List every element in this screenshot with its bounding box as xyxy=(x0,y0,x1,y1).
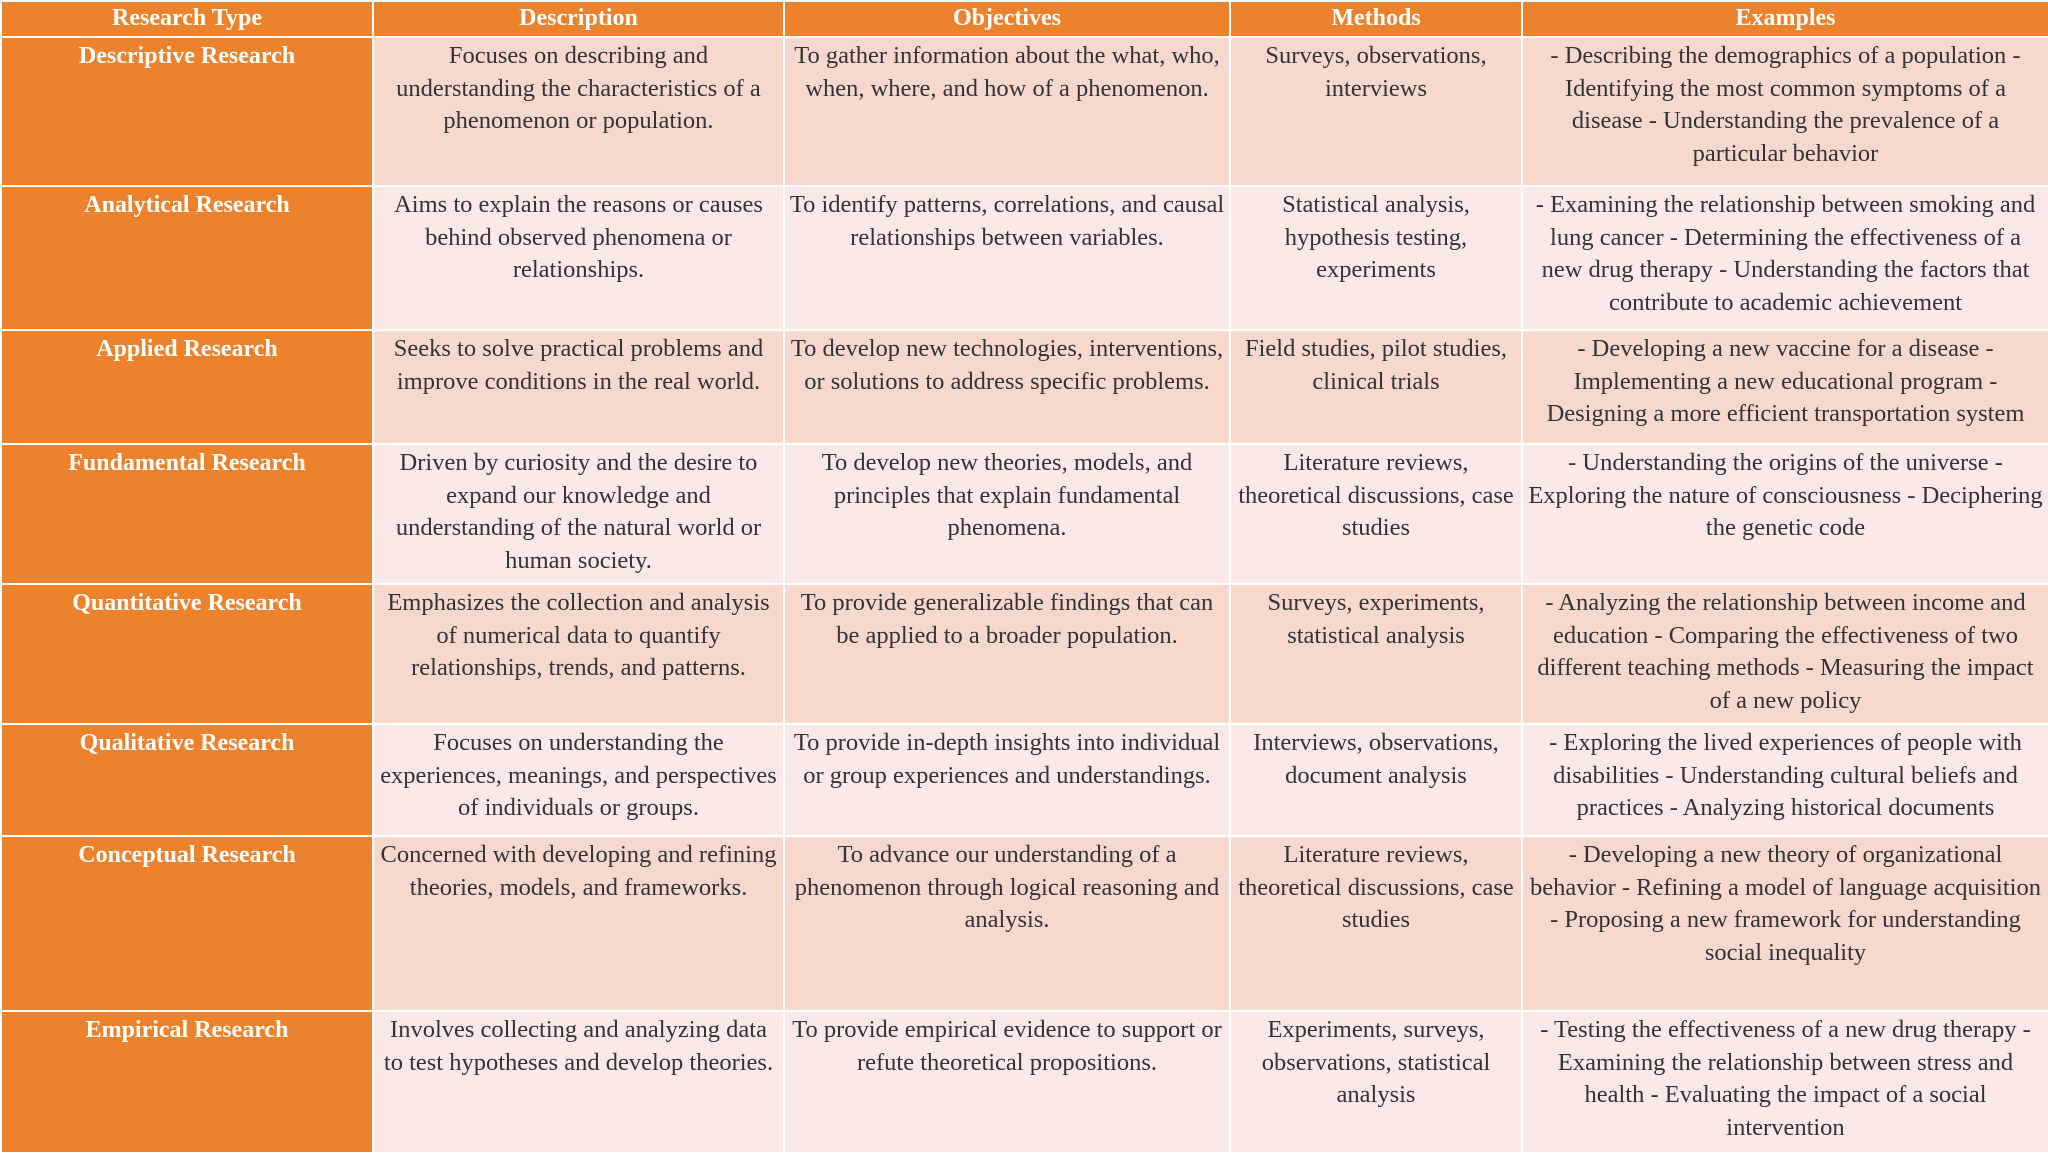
row-examples: - Exploring the lived experiences of people with disabilities - Understanding cultural beliefs and practices - Analyzing historical documents xyxy=(1522,724,2048,836)
row-description: Focuses on understanding the experiences, meanings, and perspectives of individuals or groups. xyxy=(373,724,784,836)
row-examples: - Understanding the origins of the universe - Exploring the nature of consciousness - Deciphering the genetic code xyxy=(1522,444,2048,584)
table-row xyxy=(1,584,2048,724)
row-objectives: To provide in-depth insights into individual or group experiences and understandings. xyxy=(784,724,1230,836)
row-description: Focuses on describing and understanding the characteristics of a phenomenon or population. xyxy=(373,37,784,186)
row-research-type: Empirical Research xyxy=(1,1011,373,1153)
row-objectives: To develop new theories, models, and principles that explain fundamental phenomena. xyxy=(784,444,1230,584)
table-row xyxy=(1,186,2048,330)
row-objectives: To provide empirical evidence to support or refute theoretical propositions. xyxy=(784,1011,1230,1153)
row-examples: - Developing a new vaccine for a disease - Implementing a new educational program - Designing a more efficient transportation system xyxy=(1522,330,2048,444)
row-objectives: To develop new technologies, interventions, or solutions to address specific problems. xyxy=(784,330,1230,444)
table-row xyxy=(1,37,2048,186)
row-description: Driven by curiosity and the desire to expand our knowledge and understanding of the natural world or human society. xyxy=(373,444,784,584)
table-row xyxy=(1,724,2048,836)
row-description: Concerned with developing and refining theories, models, and frameworks. xyxy=(373,836,784,1011)
table-header xyxy=(1,1,2048,37)
row-research-type: Fundamental Research xyxy=(1,444,373,584)
table-row xyxy=(1,444,2048,584)
header-methods: Methods xyxy=(1230,1,1522,37)
row-methods: Experiments, surveys, observations, statistical analysis xyxy=(1230,1011,1522,1153)
row-methods: Literature reviews, theoretical discussions, case studies xyxy=(1230,444,1522,584)
row-methods: Surveys, experiments, statistical analysis xyxy=(1230,584,1522,724)
row-research-type: Conceptual Research xyxy=(1,836,373,1011)
header-research-type: Research Type xyxy=(1,1,373,37)
row-methods: Statistical analysis, hypothesis testing, experiments xyxy=(1230,186,1522,330)
row-methods: Field studies, pilot studies, clinical trials xyxy=(1230,330,1522,444)
row-objectives: To gather information about the what, who, when, where, and how of a phenomenon. xyxy=(784,37,1230,186)
row-description: Aims to explain the reasons or causes behind observed phenomena or relationships. xyxy=(373,186,784,330)
row-research-type: Quantitative Research xyxy=(1,584,373,724)
header-examples: Examples xyxy=(1522,1,2048,37)
header-description: Description xyxy=(373,1,784,37)
row-research-type: Descriptive Research xyxy=(1,37,373,186)
row-examples: - Examining the relationship between smoking and lung cancer - Determining the effectiveness of a new drug therapy - Understanding the factors that contribute to academic achievement xyxy=(1522,186,2048,330)
row-methods: Literature reviews, theoretical discussions, case studies xyxy=(1230,836,1522,1011)
row-description: Seeks to solve practical problems and improve conditions in the real world. xyxy=(373,330,784,444)
row-description: Emphasizes the collection and analysis of numerical data to quantify relationships, trends, and patterns. xyxy=(373,584,784,724)
header-row xyxy=(1,1,2048,37)
table-row xyxy=(1,836,2048,1011)
row-methods: Interviews, observations, document analysis xyxy=(1230,724,1522,836)
row-examples: - Analyzing the relationship between income and education - Comparing the effectiveness of two different teaching methods - Measuring the impact of a new policy xyxy=(1522,584,2048,724)
row-description: Involves collecting and analyzing data to test hypotheses and develop theories. xyxy=(373,1011,784,1153)
row-examples: - Developing a new theory of organizational behavior - Refining a model of language acquisition - Proposing a new framework for understanding social inequality xyxy=(1522,836,2048,1011)
row-objectives: To advance our understanding of a phenomenon through logical reasoning and analysis. xyxy=(784,836,1230,1011)
table-row xyxy=(1,1011,2048,1153)
row-examples: - Describing the demographics of a population - Identifying the most common symptoms of a disease - Understanding the prevalence of a particular behavior xyxy=(1522,37,2048,186)
row-research-type: Qualitative Research xyxy=(1,724,373,836)
row-methods: Surveys, observations, interviews xyxy=(1230,37,1522,186)
table-body xyxy=(1,37,2048,1153)
row-examples: - Testing the effectiveness of a new drug therapy - Examining the relationship between stress and health - Evaluating the impact of a social intervention xyxy=(1522,1011,2048,1153)
table-row xyxy=(1,330,2048,444)
row-research-type: Analytical Research xyxy=(1,186,373,330)
row-objectives: To identify patterns, correlations, and causal relationships between variables. xyxy=(784,186,1230,330)
row-research-type: Applied Research xyxy=(1,330,373,444)
row-objectives: To provide generalizable findings that can be applied to a broader population. xyxy=(784,584,1230,724)
header-objectives: Objectives xyxy=(784,1,1230,37)
